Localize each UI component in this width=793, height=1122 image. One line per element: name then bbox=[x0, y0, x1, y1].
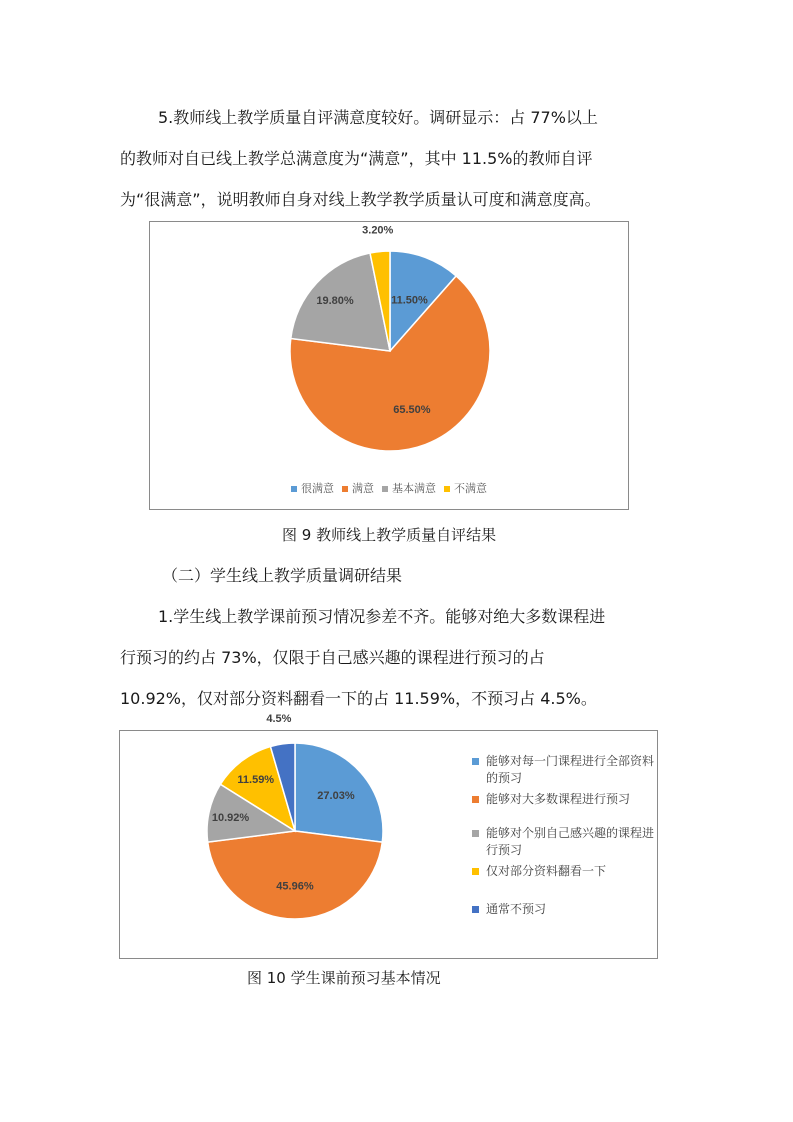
legend-swatch bbox=[342, 486, 348, 492]
legend-swatch bbox=[444, 486, 450, 492]
paragraph-line: 1.学生线上教学课前预习情况参差不齐。能够对绝大多数课程进 bbox=[158, 607, 606, 626]
legend-label: 不满意 bbox=[454, 482, 487, 495]
data-label: 3.20% bbox=[362, 224, 394, 237]
legend-swatch bbox=[472, 906, 479, 913]
data-label: 27.03% bbox=[317, 789, 355, 802]
data-label: 65.50% bbox=[393, 403, 431, 416]
legend-label: 很满意 bbox=[301, 482, 334, 495]
legend-swatch bbox=[472, 796, 479, 803]
data-label: 4.5% bbox=[266, 712, 292, 725]
data-label: 11.59% bbox=[237, 774, 275, 787]
section-heading: （二）学生线上教学质量调研结果 bbox=[162, 566, 403, 585]
legend-label: 基本满意 bbox=[392, 482, 436, 495]
legend-swatch bbox=[472, 868, 479, 875]
legend-label: 满意 bbox=[352, 482, 374, 495]
legend-label: 通常不预习 bbox=[486, 902, 547, 916]
legend-swatch bbox=[472, 830, 479, 837]
figure-9-chart bbox=[149, 221, 629, 510]
legend-item bbox=[472, 901, 657, 918]
legend-item bbox=[472, 825, 657, 859]
legend-item bbox=[382, 480, 436, 496]
paragraph-line: 10.92%，仅对部分资料翻看一下的占 11.59%，不预习占 4.5%。 bbox=[120, 689, 597, 708]
legend-item bbox=[444, 480, 487, 496]
pie-slice bbox=[208, 831, 383, 919]
legend-swatch bbox=[291, 486, 297, 492]
legend-label: 能够对大多数课程进行预习 bbox=[486, 792, 631, 806]
paragraph-line: 行预习的约占 73%，仅限于自己感兴趣的课程进行预习的占 bbox=[120, 648, 545, 667]
legend-swatch bbox=[382, 486, 388, 492]
paragraph-line: 5.教师线上教学质量自评满意度较好。调研显示：占 77%以上 bbox=[158, 108, 598, 127]
legend-item bbox=[472, 791, 657, 808]
legend-label: 仅对部分资料翻看一下 bbox=[486, 864, 607, 878]
pie-chart bbox=[150, 222, 628, 509]
paragraph-line: 的教师对自已线上教学总满意度为“满意”，其中 11.5%的教师自评 bbox=[120, 149, 593, 168]
legend-item bbox=[291, 480, 334, 496]
legend-item bbox=[342, 480, 374, 496]
legend-label: 能够对每一门课程进行全部资料的预习 bbox=[486, 754, 655, 785]
paragraph-line: 为“很满意”，说明教师自身对线上教学教学质量认可度和满意度高。 bbox=[120, 190, 601, 209]
pie-chart bbox=[120, 712, 470, 958]
figure-9-caption: 图 9 教师线上教学质量自评结果 bbox=[282, 526, 497, 544]
legend-swatch bbox=[472, 758, 479, 765]
data-label: 11.50% bbox=[391, 294, 428, 307]
data-label: 10.92% bbox=[211, 811, 250, 824]
figure-10-caption: 图 10 学生课前预习基本情况 bbox=[247, 969, 441, 987]
legend-item bbox=[472, 753, 657, 787]
data-label: 45.96% bbox=[276, 880, 314, 893]
legend-label: 能够对个别自己感兴趣的课程进行预习 bbox=[486, 826, 655, 857]
figure-10-chart bbox=[119, 712, 658, 959]
chart-legend bbox=[150, 480, 628, 496]
data-label: 19.80% bbox=[316, 295, 354, 308]
legend-item bbox=[472, 863, 657, 880]
